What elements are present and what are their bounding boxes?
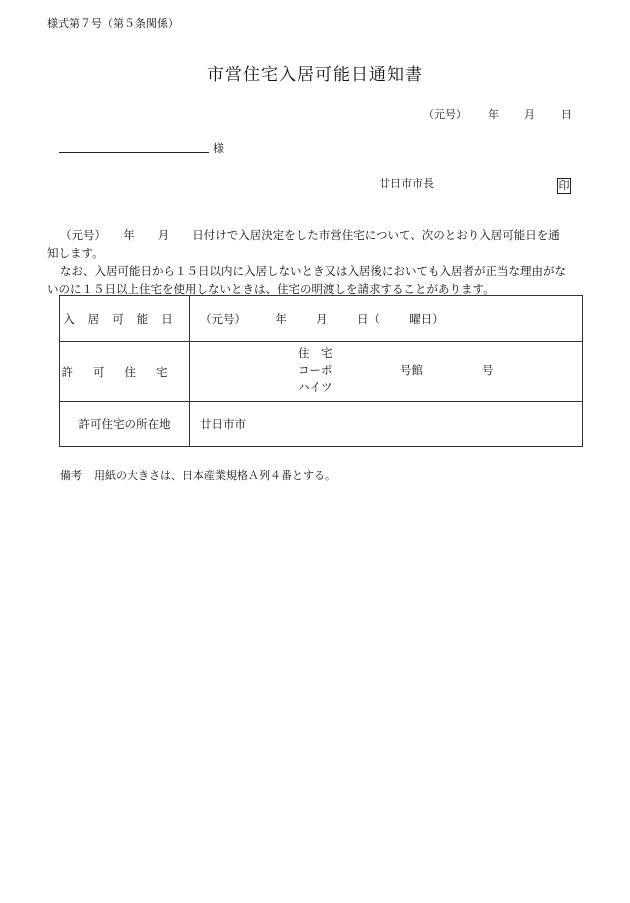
location-label-cell — [60, 402, 190, 447]
table-row-move-in-date — [60, 296, 583, 342]
document-title: 市営住宅入居可能日通知書 — [207, 65, 423, 85]
body-line-4: いのに１５日以上住宅を使用しないときは、住宅の明渡しを請求することがあります。 — [47, 282, 495, 296]
notice-table — [59, 295, 583, 447]
body-line-1: （元号） 年 月 日付けで入居決定をした市営住宅について、次のとおり入居可能日を通 — [60, 228, 560, 242]
housing-type-heights: ハイツ — [298, 380, 333, 394]
move-in-era: （元号） — [200, 311, 246, 326]
date-day: 日 — [561, 108, 572, 121]
form-number: 様式第７号（第５条関係） — [47, 17, 179, 30]
location-value: 廿日市市 — [200, 417, 246, 431]
date-month: 月 — [524, 108, 535, 121]
move-in-year: 年 — [275, 311, 287, 326]
seal-mark — [557, 174, 571, 194]
date-era: （元号） — [423, 108, 467, 121]
housing-type-jutaku: 住 宅 — [298, 346, 333, 360]
body-line-3: なお、入居可能日から１５日以内に入居しないとき又は入居後においても入居者が正当な理由がな — [60, 264, 566, 278]
move-in-date-value-cell — [190, 296, 583, 342]
room-number-label: 号 — [482, 363, 494, 377]
housing-type-options — [298, 345, 333, 396]
seal-label: 印 — [558, 179, 570, 192]
table-row-permitted-housing — [60, 342, 583, 402]
location-value-cell — [190, 402, 583, 447]
remarks-label: 備考 — [60, 469, 82, 482]
table-row-location — [60, 402, 583, 447]
housing-type-corpo: コーポ — [298, 363, 333, 377]
recipient-suffix: 様 — [213, 142, 224, 155]
move-in-date-label-cell — [60, 296, 190, 342]
remarks-text: 用紙の大きさは、日本産業規格Ａ列４番とする。 — [94, 469, 336, 482]
move-in-day: 日（ — [356, 311, 380, 326]
move-in-date-label: 入居可能日 — [63, 311, 186, 326]
move-in-weekday: 曜日） — [409, 311, 444, 326]
date-year: 年 — [488, 108, 499, 121]
body-line-2: 知します。 — [47, 246, 104, 260]
permitted-housing-label-cell — [60, 342, 190, 402]
permitted-housing-label: 許可住宅 — [61, 364, 188, 379]
recipient-name-line — [59, 152, 209, 153]
issuer-name: 廿日市市長 — [379, 177, 434, 190]
permitted-housing-value-cell — [190, 342, 583, 402]
location-label: 許可住宅の所在地 — [78, 417, 171, 431]
move-in-month: 月 — [316, 311, 328, 326]
building-number-label: 号館 — [400, 363, 423, 377]
